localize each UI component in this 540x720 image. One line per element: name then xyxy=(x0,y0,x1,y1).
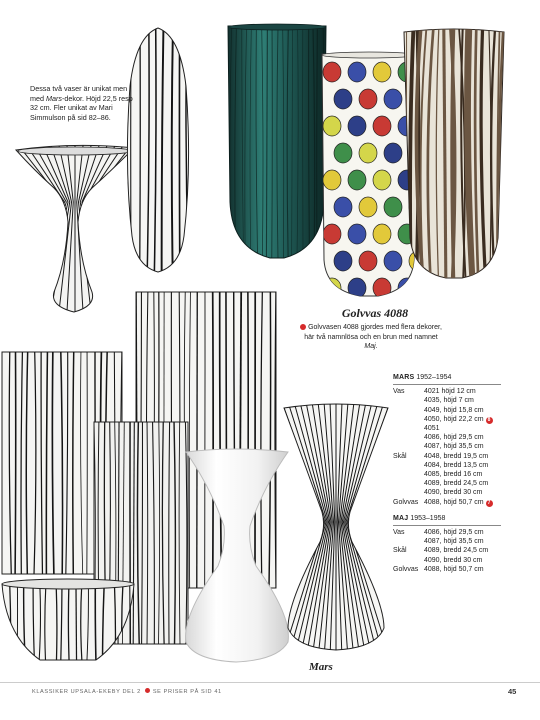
golvvas-caption-text: Golvvasen 4088 gjordes med flera dekorer, här två namnlösa och en brun med namnet xyxy=(304,324,442,341)
mars-bowl xyxy=(0,576,136,666)
price-row xyxy=(393,433,533,442)
golvvas-caption xyxy=(298,323,444,352)
price-row xyxy=(393,387,533,396)
price-category xyxy=(393,488,424,497)
price-item: 4085, bredd 16 cm xyxy=(424,471,483,479)
series-years: 1952–1954 xyxy=(416,374,452,381)
golvvas-title: Golvvas 4088 xyxy=(341,306,409,320)
price-row xyxy=(393,470,533,479)
unique-vases-caption xyxy=(30,84,142,122)
price-row xyxy=(393,461,533,470)
price-item: 4035, höjd 7 cm xyxy=(424,397,474,405)
price-row xyxy=(393,424,533,433)
price-item: 4049, höjd 15,8 cm xyxy=(424,406,484,414)
price-row xyxy=(393,528,533,537)
price-item: 4084, bredd 13,5 cm xyxy=(424,461,489,469)
price-category xyxy=(393,424,424,433)
price-item: 4086, höjd 29,5 cm xyxy=(424,434,484,442)
price-item: 4051 xyxy=(424,425,440,433)
price-category xyxy=(393,442,424,451)
price-item: 4087, höjd 35,5 cm xyxy=(424,443,484,451)
series-name: MARS xyxy=(393,374,415,381)
red-bullet-icon xyxy=(300,324,306,330)
price-item: 4090, bredd 30 cm xyxy=(424,489,483,497)
footer-price-ref: SE PRISER PÅ SID 41 xyxy=(152,689,222,695)
price-category: Skål xyxy=(393,547,407,555)
caption-text-end: -dekor. Höjd 22,5 resp 32 cm. Fler unikat av Mari Simmulson på sid 82–86. xyxy=(30,93,133,122)
caption-italic-mars: Mars xyxy=(45,93,62,103)
red-reference-badge-icon: 7 xyxy=(486,500,493,507)
price-category: Golvvas xyxy=(393,498,419,506)
caption-text-start: Dessa två vaser är unikat men med xyxy=(30,84,128,103)
mars-unique-tall-vase xyxy=(122,26,194,274)
price-category: Golvvas xyxy=(393,565,419,573)
series-header-maj xyxy=(393,514,533,523)
mars-series-label: Mars xyxy=(309,661,333,673)
white-hourglass-vase xyxy=(178,446,296,664)
price-item: 4048, bredd 19,5 cm xyxy=(424,452,489,460)
price-item: 4087, höjd 35,5 cm xyxy=(424,538,484,546)
price-category xyxy=(393,396,424,405)
price-row xyxy=(393,546,533,555)
price-row xyxy=(393,565,533,574)
price-category xyxy=(393,415,424,424)
series-name: MAJ xyxy=(393,514,409,522)
price-category xyxy=(393,537,424,546)
golvvas-caption-end: . xyxy=(375,343,378,350)
golvvas-caption-italic: Maj xyxy=(364,343,376,350)
price-item: 4090, bredd 30 cm xyxy=(424,556,483,564)
price-category xyxy=(393,406,424,415)
price-item: 4089, bredd 24,5 cm xyxy=(424,480,489,488)
divider xyxy=(393,525,501,526)
price-category xyxy=(393,433,424,442)
price-row xyxy=(393,498,533,507)
price-row xyxy=(393,442,533,451)
price-row xyxy=(393,406,533,415)
mars-hourglass-vase xyxy=(280,402,392,652)
price-category xyxy=(393,470,424,479)
footer-running-title xyxy=(32,688,222,695)
price-row xyxy=(393,488,533,497)
price-row xyxy=(393,452,533,461)
red-dot-icon xyxy=(145,688,150,693)
price-row xyxy=(393,556,533,565)
price-list xyxy=(393,371,533,574)
teal-floor-vase xyxy=(224,22,330,262)
price-item: 4086, höjd 29,5 cm xyxy=(424,529,484,537)
page-number: 45 xyxy=(508,687,517,696)
mars-unique-pedestal-vase xyxy=(14,142,136,314)
price-item: 4021 höjd 12 cm xyxy=(424,388,476,396)
price-category xyxy=(393,556,424,565)
price-item: 4089, bredd 24,5 cm xyxy=(424,547,489,555)
price-row xyxy=(393,479,533,488)
price-category xyxy=(393,461,424,470)
price-row xyxy=(393,415,533,424)
price-category: Vas xyxy=(393,529,405,537)
price-row xyxy=(393,396,533,405)
price-category: Skål xyxy=(393,452,407,460)
series-years: 1953–1958 xyxy=(410,514,446,522)
maj-rows xyxy=(393,528,533,574)
footer-title: KLASSIKER UPSALA-EKEBY DEL 2 xyxy=(32,689,141,695)
price-item: 4088, höjd 50,7 cm xyxy=(424,565,484,573)
maj-floor-vase xyxy=(402,28,506,282)
price-item: 4050, höjd 22,2 cm 8 xyxy=(424,415,533,424)
price-item: 4088, höjd 50,7 cm 7 xyxy=(424,498,533,507)
divider xyxy=(393,384,501,385)
price-category: Vas xyxy=(393,388,405,396)
mars-rows xyxy=(393,387,533,507)
series-header-mars xyxy=(393,373,533,382)
red-reference-badge-icon: 8 xyxy=(486,417,493,424)
footer-divider xyxy=(0,682,540,683)
price-row xyxy=(393,537,533,546)
price-category xyxy=(393,479,424,488)
